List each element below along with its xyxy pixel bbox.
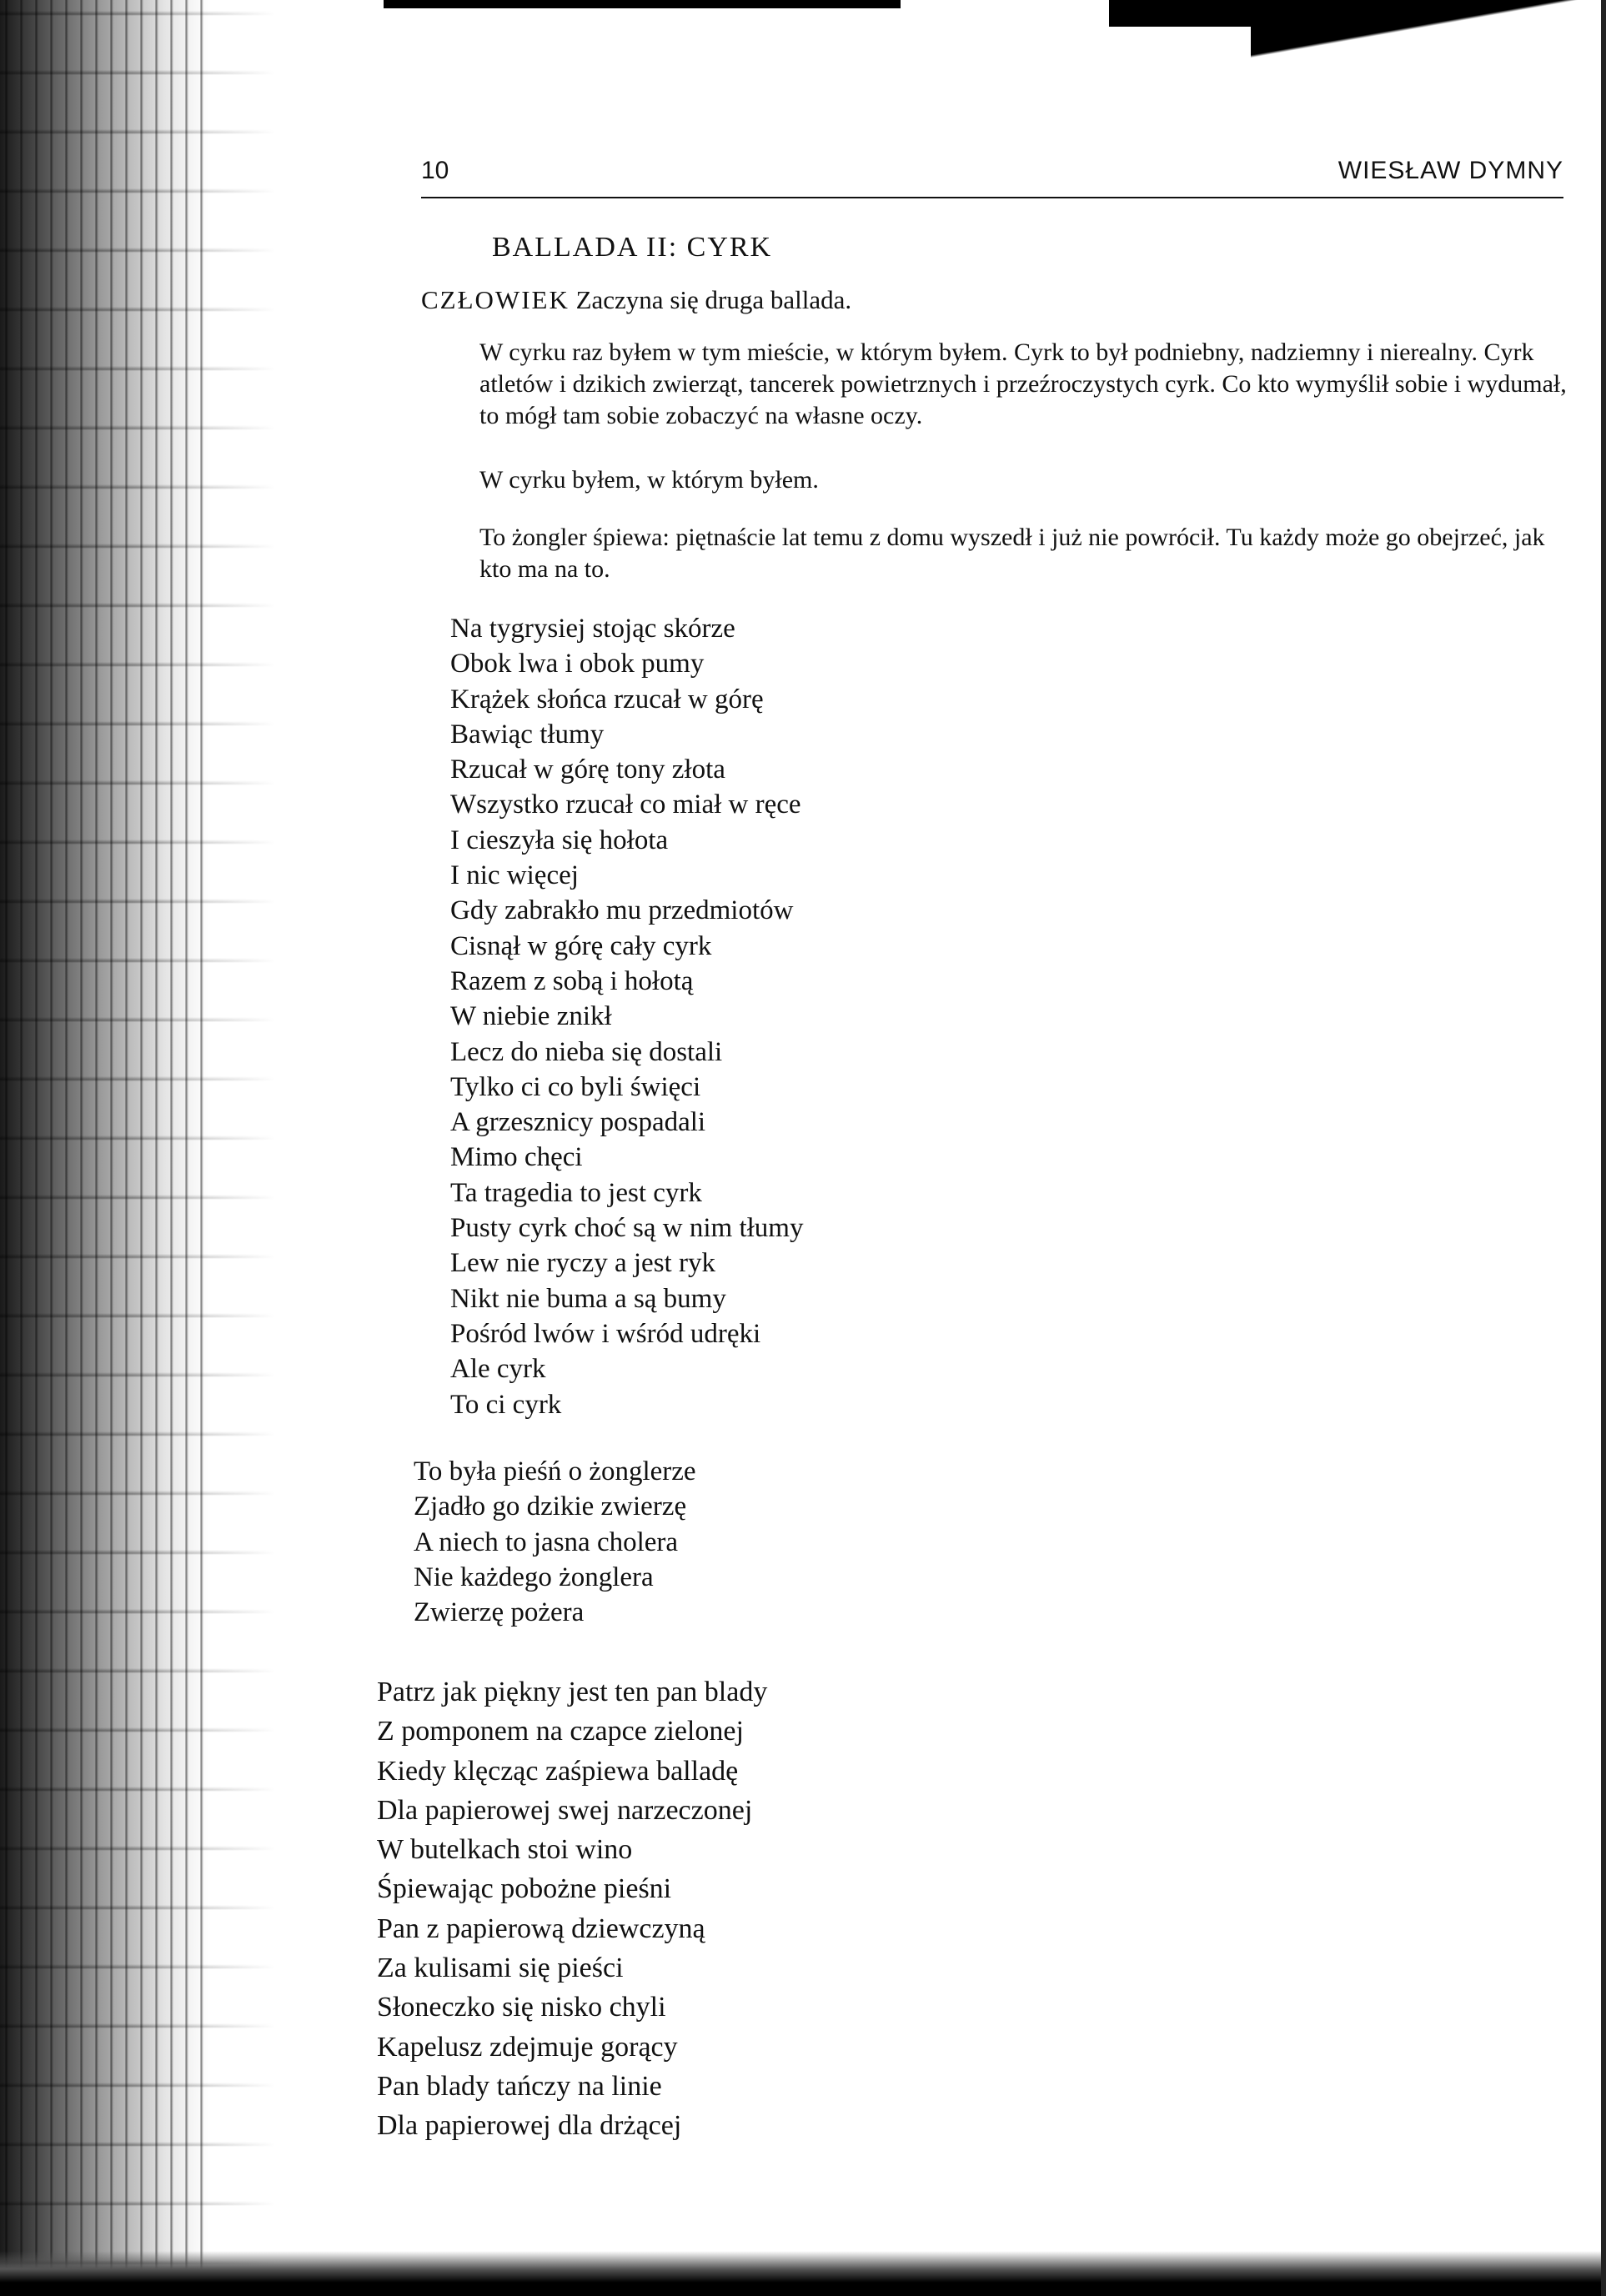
prose-paragraph: W cyrku raz byłem w tym mieście, w którym byłem. Cyrk to był podniebny, nadziemny i nierealny. Cyrk atletów i dzikich zwierząt, tancerek powietrznych i przeźroczystych cyrk. Co kto wymyślił sobie i wydumał, to mógł tam sobie zobaczyć na własne oczy. <box>479 338 1567 429</box>
verse-line: To ci cyrk <box>450 1389 562 1420</box>
stanza-beast <box>414 1454 696 1630</box>
verse-line: Pan blady tańczy na linie <box>377 2070 662 2102</box>
stage-direction <box>421 285 851 315</box>
verse-line: I nic więcej <box>450 860 579 891</box>
verse-line: Śpiewając pobożne pieśni <box>377 1873 672 1905</box>
verse-line: W niebie znikł <box>450 1001 612 1032</box>
scan-bottom-shadow <box>0 2251 1606 2296</box>
verse-line: Nikt nie buma a są bumy <box>450 1283 726 1314</box>
stanza-juggler <box>450 611 803 1422</box>
verse-line: Pan z papierową dziewczyną <box>377 1912 705 1944</box>
verse-line: Z pomponem na czapce zielonej <box>377 1716 744 1747</box>
verse-line: Pośród lwów i wśród udręki <box>450 1318 761 1349</box>
prose-paragraph: To żongler śpiewa: piętnaście lat temu z domu wyszedł i już nie powrócił. Tu każdy może go obejrzeć, jak kto ma na to. <box>479 524 1545 583</box>
verse-line: Lecz do nieba się dostali <box>450 1036 723 1067</box>
verse-line: Słoneczko się nisko chyli <box>377 1992 666 2023</box>
scan-corner-shadow <box>1251 0 1606 75</box>
verse-line: A niech to jasna cholera <box>414 1526 679 1557</box>
verse-line: Mimo chęci <box>450 1142 583 1173</box>
verse-line: Cisnął w górę cały cyrk <box>450 930 712 961</box>
verse-line: A grzesznicy pospadali <box>450 1107 706 1138</box>
verse-line: Lew nie ryczy a jest ryk <box>450 1248 715 1279</box>
verse-line: Rzucał w górę tony złota <box>450 754 725 785</box>
verse-line: Krążek słońca rzucał w górę <box>450 684 764 714</box>
scan-edge-noise <box>0 0 275 2296</box>
verse-line: I cieszyła się hołota <box>450 825 669 855</box>
verse-line: Gdy zabrakło mu przedmiotów <box>450 895 794 926</box>
verse-line: Za kulisami się pieści <box>377 1953 624 1984</box>
verse-line: Razem z sobą i hołotą <box>450 965 694 996</box>
verse-line: Zwierzę pożera <box>414 1597 585 1628</box>
verse-line: Dla papierowej dla drżącej <box>377 2110 682 2142</box>
verse-line: W butelkach stoi wino <box>377 1834 633 1866</box>
verse-line: To była pieśń o żonglerze <box>414 1456 696 1486</box>
verse-line: Pusty cyrk choć są w nim tłumy <box>450 1213 804 1244</box>
verse-line: Wszystko rzucał co miał w ręce <box>450 790 801 820</box>
verse-line: Na tygrysiej stojąc skórze <box>450 614 735 644</box>
verse-line: Tylko ci co byli święci <box>450 1071 701 1102</box>
page-number: 10 <box>421 157 449 184</box>
header-rule <box>421 197 1563 198</box>
verse-line: Nie każdego żonglera <box>414 1562 654 1592</box>
speaker-text: Zaczyna się druga ballada. <box>569 285 852 314</box>
verse-line: Obok lwa i obok pumy <box>450 649 705 679</box>
verse-line: Dla papierowej swej narzeczonej <box>377 1794 753 1826</box>
prose-paragraph: W cyrku byłem, w którym byłem. <box>479 466 819 494</box>
author-name: WIESŁAW DYMNY <box>1337 157 1563 184</box>
verse-line: Zjadło go dzikie zwierzę <box>414 1491 687 1522</box>
section-heading: BALLADA II: CYRK <box>492 232 773 263</box>
scan-top-strip <box>384 0 901 8</box>
verse-line: Bawiąc tłumy <box>450 719 605 749</box>
verse-line: Kiedy klęcząc zaśpiewa balladę <box>377 1755 739 1787</box>
stanza-pale-man <box>377 1672 767 2146</box>
scan-right-edge <box>1601 0 1606 2296</box>
verse-line: Ale cyrk <box>450 1354 546 1385</box>
speaker-name: CZŁOWIEK <box>421 285 570 314</box>
verse-line: Ta tragedia to jest cyrk <box>450 1177 702 1208</box>
verse-line: Patrz jak piękny jest ten pan blady <box>377 1677 768 1707</box>
verse-line: Kapelusz zdejmuje gorący <box>377 2031 678 2063</box>
